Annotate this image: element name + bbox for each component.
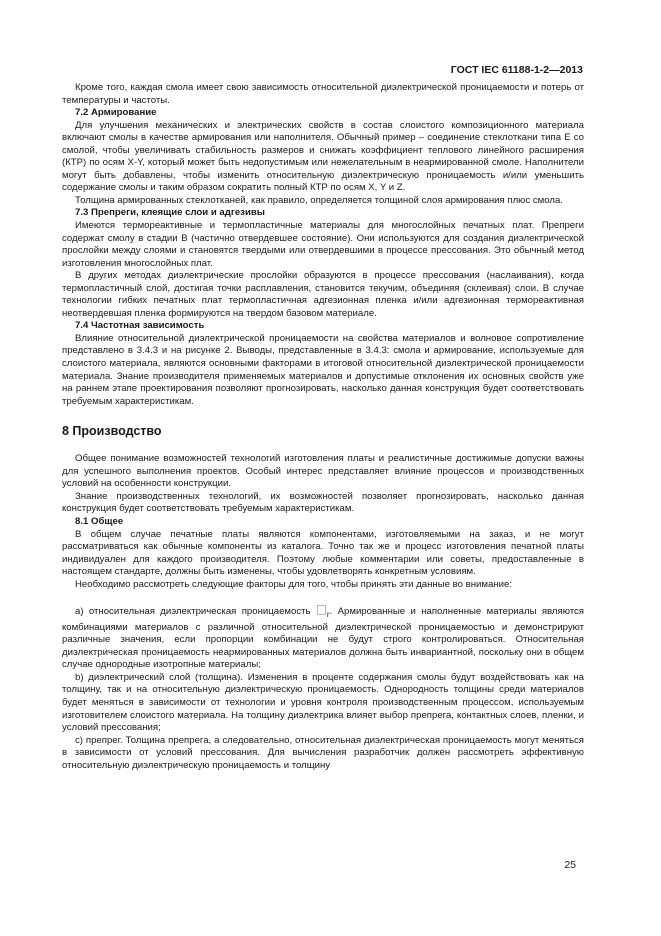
list-item-a-subscript: r xyxy=(326,610,330,620)
paragraph-intro: Кроме того, каждая смола имеет свою зависимость относительной диэлектрической проницаемости и потерь от температуры и частоты. xyxy=(62,82,584,106)
paragraph-8-1-b: Необходимо рассмотреть следующие факторы для того, чтобы принять эти данные во внимание: xyxy=(75,578,512,590)
paragraph-8-b: Знание производственных технологий, их возможностей позволяет прогнозировать, насколько данная конструкция будет соответствовать требуемым характеристикам. xyxy=(62,490,584,515)
list-item-c: с) препрег. Толщина препрега, а следовательно, относительная диэлектрическая проницаемость могут меняться в зависимости от условий прессования. Для вычисления разработчик должен рассмотреть эффективную относительную диэлектрическую проницаемость и толщину xyxy=(62,734,584,771)
paragraph-7-4: Влияние относительной диэлектрической проницаемости на свойства материалов и волновое сопротивление представлено в 3.4.3 и на рисунке 2. Выводы, представленные в 3.4.3: смола и армирование, используемые для слоистого материала, являются основными факторами в итоговой относительной диэлектрической проницаемости материала. Знание производителя применяемых материалов и допустимые отклонения их основных свойств уже на раннем этапе проектирования позволяют прогнозировать, насколько данная конструкция будет соответствовать требуемым характеристикам. xyxy=(62,332,584,407)
paragraph-7-3-a: Имеются термореактивные и термопластичные материалы для многослойных печатных плат. Препреги содержат смолу в стадии В (частично отвердевшее состояние). Они используются для создания диэлектрической прослойки между слоями и становятся твердыми или отвердевшими в процессе прессования. Это обычный метод изготовления многослойных плат. xyxy=(62,220,584,269)
paragraph-7-2-a: Для улучшения механических и электрических свойств в состав слоистого композиционного материала включают смолы в качестве армирования или наполнителя. Обычный пример – соединение стеклоткани типа Е со смолой, чтобы увеличивать стабильность размеров и снижать коэффициент теплового линейного расширения (КТР) по осям X-Y, который может быть недопустимым или нежелательным в неармированной смоле. Наполнители могут быть добавлены, чтобы изменить относительную диэлектрическую проницаемость и/или уменьшить содержание смолы и таким образом сократить полный КТР по осям X, Y и Z. xyxy=(62,119,584,194)
list-item-b: b) диэлектрический слой (толщина). Изменения в проценте содержания смолы будут воздействовать как на толщину, так и на относительную диэлектрическую проницаемость. Однородность толщины среди материалов будет меняться в зависимости от технологии и уровня контроля производственным процессом, используемым изготовителем слоистого материала. На толщину диэлектрика влияет выбор препрега, контактных слоев, пленки, и условий прессования; xyxy=(62,671,584,734)
heading-7-4: 7.4 Частотная зависимость xyxy=(75,320,205,332)
list-item-a-rest: . Армированные и наполненные материалы являются комбинациями материалов с различной относительной диэлектрической проницаемостью и демонстрируют различные значения, если пропорции комбинации не будут строго контролироваться. Относительная диэлектрическая проницаемость неармированных материалов должна быть инвариантной, поскольку они в общем случае однородные изотропные материалы; xyxy=(62,606,584,671)
blank-gap xyxy=(62,591,584,605)
paragraph-7-3-b: В других методах диэлектрические прослойки образуются в процессе прессования (наслаивания), когда термопластичный слой, достигая точки расплавления, становится текучим, объединяя (склеивая) слои. В случае технологии гибких печатных плат термопластичная адгезионная пленка и/или адгезионная термореактивная неотвердевшая пленка формируются на твердом базовом материале. xyxy=(62,270,584,319)
heading-7-2: 7.2 Армирование xyxy=(75,107,157,119)
epsilon-symbol-icon xyxy=(317,605,326,615)
heading-8-1: 8.1 Общее xyxy=(75,515,124,527)
paragraph-8-1-a: В общем случае печатные платы являются компонентами, изготовляемыми на заказ, и не могут рассматриваться как обычные компоненты из каталога. Точно так же и процесс изготовления печатной платы индивидуален для каждого производителя. Поэтому любые комментарии или советы, предоставленные в настоящем стандарте, должны быть изменены, чтобы удовлетворять конкретным условиям. xyxy=(62,528,584,578)
list-item-a-lead: а) относительная диэлектрическая проницаемость xyxy=(75,606,311,618)
heading-section-8: 8 Производство xyxy=(62,424,162,439)
page-number: 25 xyxy=(564,859,576,871)
list-item-a xyxy=(62,605,584,672)
paragraph-7-2-b: Толщина армированных стеклотканей, как правило, определяется толщиной слоя армирования плюс смола. xyxy=(75,194,563,206)
heading-7-3: 7.3 Препреги, клеящие слои и адгезивы xyxy=(75,207,265,219)
paragraph-8-a: Общее понимание возможностей технологий изготовления платы и реалистичные достижимые допуски важны для успешного выполнения проектов. Особый интерес представляет влияние процессов и производственных условий на особенности конструкции. xyxy=(62,453,584,490)
page-header-standard: ГОСТ IEC 61188-1-2—2013 xyxy=(450,64,583,76)
document-body xyxy=(62,82,584,772)
